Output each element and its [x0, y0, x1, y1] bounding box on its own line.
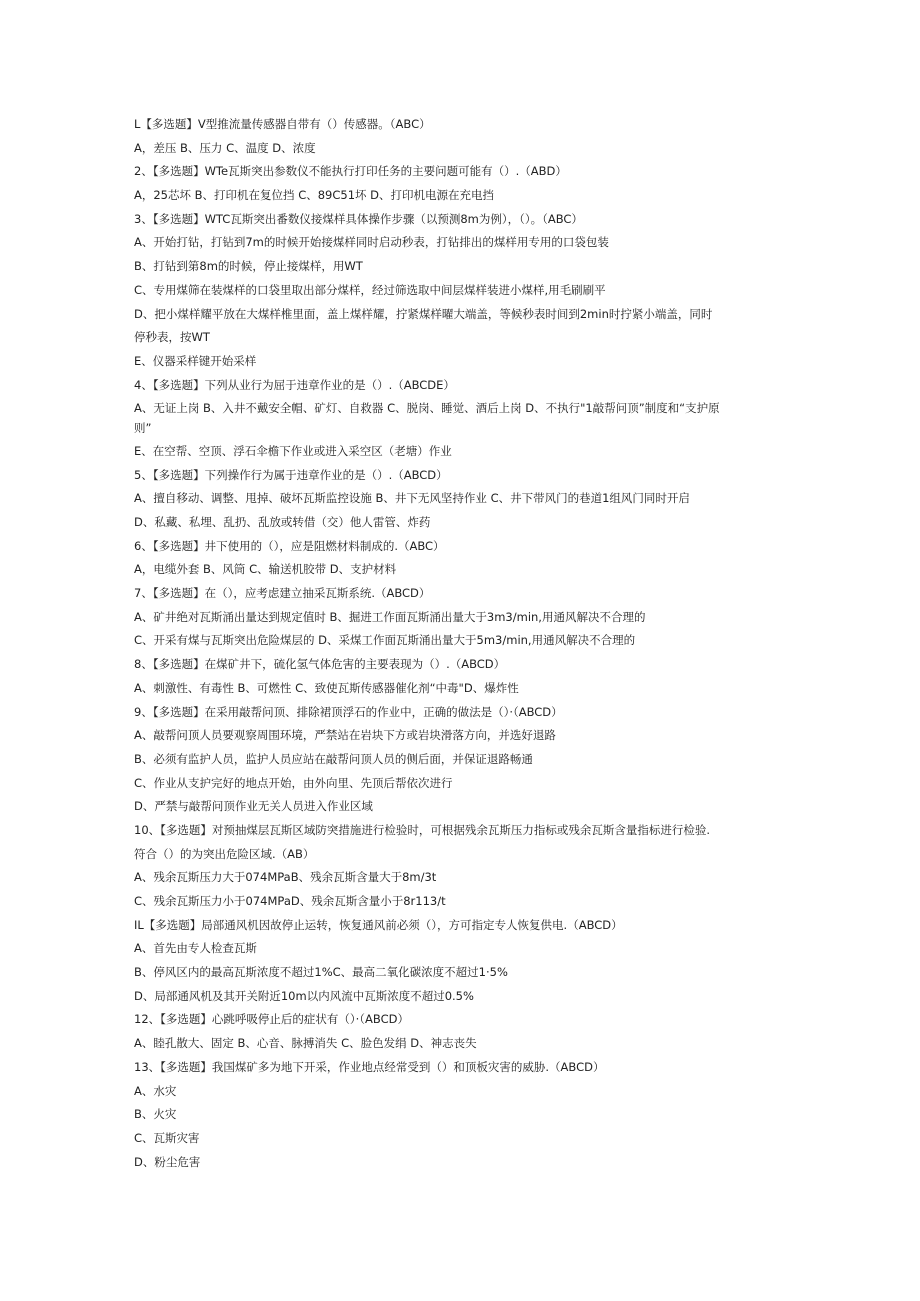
text-line: L【多选题】V型推流量传感器自带有（）传感器。（ABC） — [134, 117, 431, 131]
text-line: 10、【多选题】对预抽煤层瓦斯区域防突措施进行检验时，可根据残余瓦斯压力指标或残余瓦斯含量指标进行检验. — [134, 822, 711, 837]
text-line: 则” — [134, 420, 152, 435]
text-line: D、私藏、私埋、乱扔、乱放或转借（交）他人雷管、炸药 — [134, 515, 431, 529]
text-line: A、刺激性、有毒性 B、可燃性 C、致使瓦斯传感器催化剂“中毒"D、爆炸性 — [134, 680, 519, 695]
text-line: B、火灾 — [134, 1107, 177, 1122]
text-line: A、无证上岗 B、入井不戴安全帽、矿灯、自救器 C、脱岗、睡觉、酒后上岗 D、不执行"1敲帮问顶”制度和“支护原 — [134, 401, 720, 416]
text-line: A、首先由专人检查瓦斯 — [134, 941, 257, 956]
text-line: A、敲帮问顶人员要观察周围环境，严禁站在岩块下方或岩块滑落方向，并选好退路 — [134, 728, 556, 743]
text-line: 9、【多选题】在采用敲帮问顶、排除裙顶浮石的作业中，正确的做法是（）·（ABCD） — [134, 704, 563, 719]
text-line: 7、【多选题】在（），应考虑建立抽采瓦斯系统.（ABCD） — [134, 586, 431, 601]
text-line: IL【多选题】局部通风机因故停止运转，恢复通风前必须（），方可指定专人恢复供电.（ABCD） — [134, 917, 623, 932]
text-line: 2、【多选题】WTe瓦斯突出参数仪不能执行打印任务的主要问题可能有（）.（ABD） — [134, 164, 567, 179]
text-line: 5、【多选题】下列操作行为属于违章作业的是（）.（ABCD） — [134, 467, 448, 482]
text-line: E、仪器采样键开始采样 — [134, 353, 257, 368]
text-line: B、打钻到第8m的时候，停止接煤样，用WT — [134, 259, 363, 274]
text-line: A、开始打钻，打钻到7m的时候开始接煤样同时启动秒表，打钻排出的煤样用专用的口袋包装 — [134, 235, 609, 250]
text-line: C、开采有煤与瓦斯突出危险煤层的 D、采煤工作面瓦斯涌出量大于5m3∕min,用通风解决不合理的 — [134, 633, 636, 648]
text-line: 8、【多选题】在煤矿井下，硫化氢气体危害的主要表现为（）.（ABCD） — [134, 657, 506, 672]
text-line: A、矿井绝对瓦斯涌出量达到规定值时 B、掘进工作面瓦斯涌出量大于3m3∕min,用通风解决不合理的 — [134, 609, 646, 624]
text-line: B、停风区内的最高瓦斯浓度不超过1%C、最高二氧化碳浓度不超过1·5% — [134, 965, 508, 980]
text-line: A，25芯坏 B、打印机在复位挡 C、89C51坏 D、打印机电源在充电挡 — [134, 188, 495, 203]
text-line: A、水灾 — [134, 1083, 177, 1098]
text-line: D、局部通风机及其开关附近10m以内风流中瓦斯浓度不超过0.5% — [134, 988, 474, 1003]
text-line: 停秒表，按WT — [134, 330, 210, 345]
text-line: E、在空帮、空顶、浮石伞檐下作业或进入采空区（老塘）作业 — [134, 443, 452, 458]
text-line: C、专用煤筛在装煤样的口袋里取出部分煤样，经过筛选取中间层煤样装进小煤样,用毛刷刷平 — [134, 282, 606, 297]
text-line: 3、【多选题】WTC瓦斯突出番数仪接煤样具体操作步骤（以预测8m为例），（）。（ABC） — [134, 211, 583, 226]
text-line: 4、【多选题】下列从业行为屈于违章作业的是（）.（ABCDE） — [134, 377, 455, 392]
text-line: C、瓦斯灾害 — [134, 1130, 200, 1145]
text-line: A，差压 B、压力 C、温度 D、浓度 — [134, 140, 316, 155]
text-line: 6、【多选题】井下使用的（），应是阻燃材料制成的.（ABC） — [134, 538, 445, 553]
text-line: A，电缆外套 B、风筒 C、输送机胶带 D、支护材料 — [134, 562, 397, 577]
text-line: 12、【多选题】心跳呼吸停止后的症状有（）·（ABCD） — [134, 1012, 409, 1027]
text-line: B、必须有监护人员，监护人员应站在敲帮问顶人员的侧后面，并保证退路畅通 — [134, 751, 533, 766]
text-line: D、把小煤样耀平放在大煤样椎里面，盖上煤样耀，拧紧煤样曜大端盖，等候秒表时间到2min时拧紧小端盖，同时 — [134, 306, 713, 321]
text-line: A、残余瓦斯压力大于074MPaB、残余瓦斯含量大于8m∕3t — [134, 870, 437, 885]
text-line: 符合（）的为突出危险区域.（AB） — [134, 846, 315, 861]
text-line: D、严禁与敲帮问顶作业无关人员进入作业区域 — [134, 799, 373, 814]
text-line: A、擅自移动、调整、甩掉、破坏瓦斯监控设施 B、井下无风坚持作业 C、井下带风门的巷道1组风门同时开启 — [134, 491, 690, 506]
text-line: A、睦孔散大、固定 B、心音、脉搏消失 C、脸色发绢 D、神志丧失 — [134, 1036, 477, 1051]
text-line: 13、【多选题】我国煤矿多为地下开采，作业地点经常受到（）和顶板灾害的威胁.（ABCD） — [134, 1059, 605, 1074]
text-line: C、残余瓦斯压力小于074MPaD、残余瓦斯含量小于8r113∕t — [134, 894, 446, 908]
text-line: C、作业从支护完好的地点开始，由外向里、先顶后帮依次进行 — [134, 775, 453, 790]
text-line: D、粉尘危害 — [134, 1154, 201, 1169]
question-list — [134, 113, 774, 1174]
